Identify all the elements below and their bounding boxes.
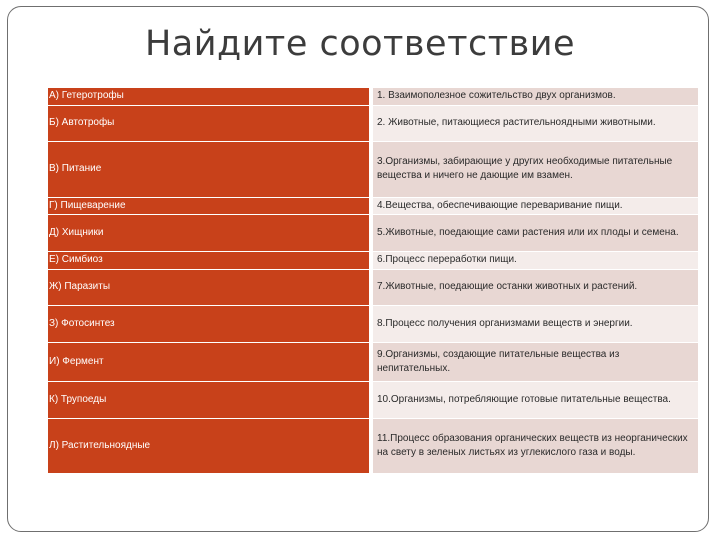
definition-cell: 11.Процесс образования органических веществ из неорганических на свету в зеленых листьях из углекислого газа и воды. bbox=[373, 418, 698, 473]
term-cell: Г) Пищеварение bbox=[48, 197, 369, 214]
term-cell: Л) Растительноядные bbox=[48, 418, 369, 473]
matching-table bbox=[48, 88, 698, 474]
definition-cell: 10.Организмы, потребляющие готовые питательные вещества. bbox=[373, 381, 698, 418]
table-row bbox=[48, 88, 698, 105]
definition-cell: 8.Процесс получения организмами веществ и энергии. bbox=[373, 305, 698, 342]
table-row bbox=[48, 381, 698, 418]
term-cell: З) Фотосинтез bbox=[48, 305, 369, 342]
term-cell: В) Питание bbox=[48, 141, 369, 197]
term-cell: А) Гетеротрофы bbox=[48, 88, 369, 105]
page-title: Найдите соответствие bbox=[144, 24, 576, 64]
term-cell: Ж) Паразиты bbox=[48, 269, 369, 305]
definition-cell: 5.Животные, поедающие сами растения или их плоды и семена. bbox=[373, 214, 698, 251]
table-row bbox=[48, 105, 698, 141]
table-row bbox=[48, 214, 698, 251]
definition-cell: 9.Организмы, создающие питательные вещества из непитательных. bbox=[373, 342, 698, 381]
definition-cell: 4.Вещества, обеспечивающие переваривание пищи. bbox=[373, 197, 698, 214]
table-row bbox=[48, 197, 698, 214]
table-row bbox=[48, 418, 698, 473]
term-cell: И) Фермент bbox=[48, 342, 369, 381]
definition-cell: 6.Процесс переработки пищи. bbox=[373, 251, 698, 269]
term-cell: Е) Симбиоз bbox=[48, 251, 369, 269]
definition-cell: 3.Организмы, забирающие у других необходимые питательные вещества и ничего не дающие им взамен. bbox=[373, 141, 698, 197]
table-row bbox=[48, 141, 698, 197]
table-row bbox=[48, 305, 698, 342]
term-cell: Д) Хищники bbox=[48, 214, 369, 251]
definition-cell: 1. Взаимополезное сожительство двух организмов. bbox=[373, 88, 698, 105]
definition-cell: 7.Животные, поедающие останки животных и растений. bbox=[373, 269, 698, 305]
table-row bbox=[48, 342, 698, 381]
table-row bbox=[48, 269, 698, 305]
table-row bbox=[48, 251, 698, 269]
term-cell: Б) Автотрофы bbox=[48, 105, 369, 141]
definition-cell: 2. Животные, питающиеся растительноядными животными. bbox=[373, 105, 698, 141]
term-cell: К) Трупоеды bbox=[48, 381, 369, 418]
